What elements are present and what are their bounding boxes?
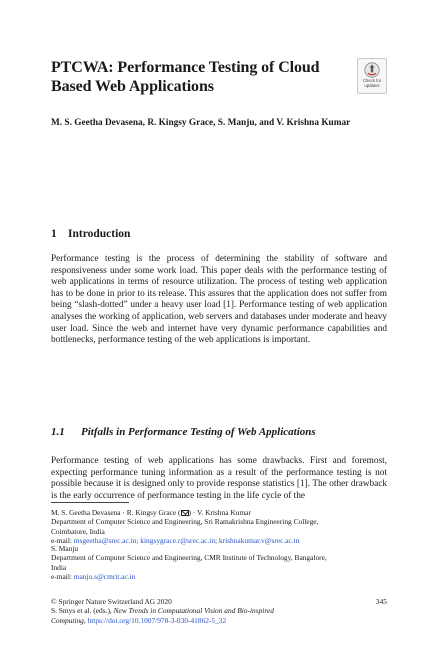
email-label: e-mail:	[51, 536, 74, 546]
footnote-department: Department of Computer Science and Engineering, Sri Ramakrishna Engineering College,	[51, 517, 319, 527]
title-line-1: PTCWA: Performance Testing of Cloud	[51, 59, 320, 76]
citation-footer	[51, 597, 387, 625]
citation-line-2: Computing, https://doi.org/10.1007/978-3-030-41862-5_32	[51, 615, 227, 625]
title-line-2: Based Web Applications	[51, 78, 214, 95]
page-number: 345	[375, 597, 387, 606]
footnote-email-line	[51, 572, 387, 581]
envelope-icon[interactable]	[181, 510, 189, 516]
section-number: 1	[51, 228, 57, 240]
footnote-authors-after: ) · V. Krishna Kumar	[188, 508, 251, 517]
pitfalls-paragraph: Performance testing of web applications has some drawbacks. First and foremost, expecting performance tuning information as a result of the performance testing is not possible because it is designed only to provide response statistics [1]. The other drawback is the early occurrence of performance testing in the life cycle of the	[51, 456, 387, 501]
citation-line-1	[51, 606, 387, 615]
author-affiliation-footnote-1	[51, 508, 387, 546]
footnote-author-name: S. Manju	[51, 544, 79, 553]
section-title: Introduction	[68, 228, 131, 240]
email-label: e-mail:	[51, 572, 74, 582]
footnote-country: India	[51, 562, 67, 572]
subsection-title: Pitfalls in Performance Testing of Web Applications	[81, 426, 316, 438]
introduction-paragraph: Performance testing is the process of determining the stability of software and responsiveness under some work load. This paper deals with the performance testing of web applications in terms of resource utilization. The process of testing web application has to be done in prior to its release. This assures that the application does not suffer from being “slash-dotted” under a heavy user load [1]. Performance testing of web application analyses the working of application, web servers and databases under moderate and heavy user load. Since the web and internet have very dynamic performance capabilities and bottlenecks, performance testing of the web applications is important.	[51, 254, 387, 346]
footnote-authors-line	[51, 508, 387, 517]
book-title-part-1: New Trends in Computational Vision and Bio-inspired	[113, 606, 274, 616]
badge-line-2: updates	[364, 82, 380, 88]
badge-line-1: Check for	[362, 78, 382, 83]
footnote-authors-before: M. S. Geetha Devasena · R. Kingsy Grace (	[51, 508, 181, 517]
copyright-notice: © Springer Nature Switzerland AG 2020	[51, 597, 172, 606]
subsection-number: 1.1	[51, 426, 65, 438]
check-for-updates-badge[interactable]	[357, 58, 387, 94]
author-affiliation-footnote-2	[51, 544, 387, 582]
crossmark-icon	[364, 62, 380, 78]
email-link[interactable]: manju.s@cmrit.ac.in	[73, 572, 136, 582]
author-list: M. S. Geetha Devasena, R. Kingsy Grace, S. Manju, and V. Krishna Kumar	[51, 118, 351, 128]
footnote-city: Coimbatore, India	[51, 526, 105, 536]
book-title-part-2: Computing	[51, 615, 84, 625]
footnote-divider	[51, 502, 129, 503]
email-links[interactable]: msgeetha@srec.ac.in; kingsygrace.r@srec.ac.in; krishnakumar.v@srec.ac.in	[73, 536, 300, 546]
subsection-heading-pitfalls	[51, 426, 316, 438]
section-heading-introduction	[51, 228, 130, 240]
paper-title	[51, 58, 351, 96]
citation-editors: S. Smys et al. (eds.),	[51, 606, 114, 616]
footnote-department: Department of Computer Science and Engineering, CMR Institute of Technology, Bangalore,	[51, 553, 327, 563]
doi-link[interactable]: https://doi.org/10.1007/978-3-030-41862-5_32	[87, 615, 227, 625]
